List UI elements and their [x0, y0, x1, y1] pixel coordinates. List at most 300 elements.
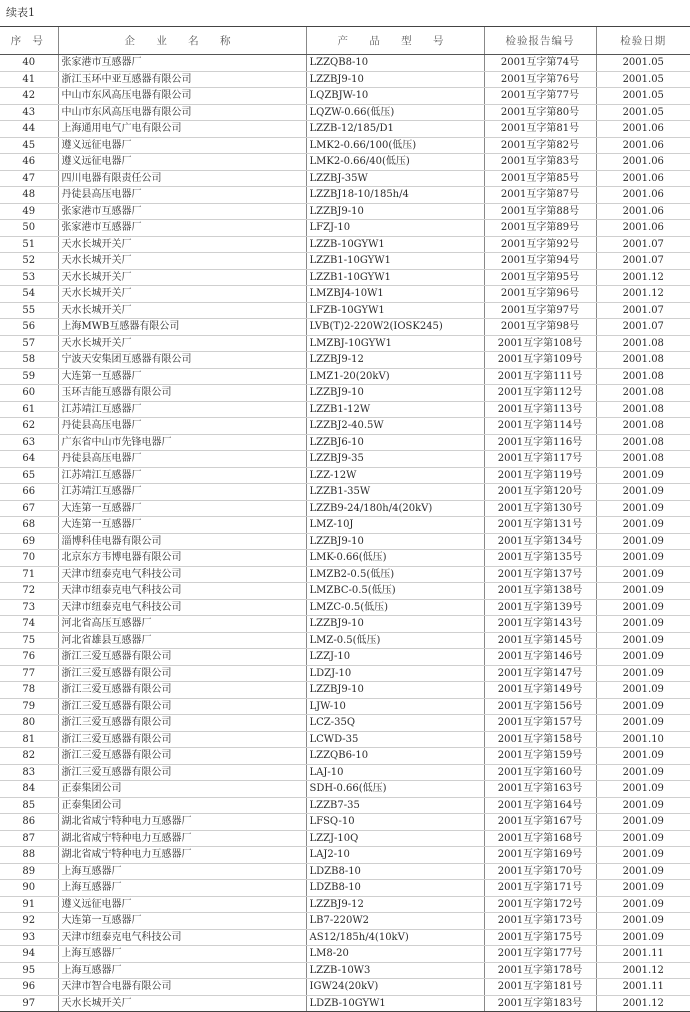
- table-row: [0, 187, 690, 204]
- company-name: 上海通用电气广电有限公司: [58, 121, 306, 138]
- row-index: 81: [0, 731, 58, 748]
- table-row: [0, 731, 690, 748]
- report-number: 2001互字第98号: [484, 319, 596, 336]
- product-model: LZZQB8-10: [306, 55, 484, 72]
- product-model: LZZBJ9-35: [306, 451, 484, 468]
- product-model: LZZB1-10GYW1: [306, 253, 484, 270]
- inspection-date: 2001.08: [596, 434, 690, 451]
- table-row: [0, 484, 690, 501]
- row-index: 44: [0, 121, 58, 138]
- report-number: 2001互字第94号: [484, 253, 596, 270]
- product-model: LMZB2-0.5(低压): [306, 566, 484, 583]
- company-name: 浙江三爱互感器有限公司: [58, 649, 306, 666]
- row-index: 63: [0, 434, 58, 451]
- inspection-date: 2001.09: [596, 847, 690, 864]
- product-model: LMZC-0.5(低压): [306, 599, 484, 616]
- report-number: 2001互字第147号: [484, 665, 596, 682]
- row-index: 42: [0, 88, 58, 105]
- product-model: LZZBJ9-10: [306, 682, 484, 699]
- inspection-date: 2001.07: [596, 302, 690, 319]
- inspection-date: 2001.07: [596, 253, 690, 270]
- product-model: LZZBJ6-10: [306, 434, 484, 451]
- row-index: 47: [0, 170, 58, 187]
- product-model: LAJ-10: [306, 764, 484, 781]
- table-row: [0, 880, 690, 897]
- product-model: LMZBC-0.5(低压): [306, 583, 484, 600]
- product-model: LZZB-10W3: [306, 962, 484, 979]
- table-row: [0, 88, 690, 105]
- report-number: 2001互字第76号: [484, 71, 596, 88]
- table-row: [0, 253, 690, 270]
- inspection-date: 2001.09: [596, 533, 690, 550]
- report-number: 2001互字第146号: [484, 649, 596, 666]
- report-number: 2001互字第175号: [484, 929, 596, 946]
- report-number: 2001互字第149号: [484, 682, 596, 699]
- table-row: [0, 715, 690, 732]
- inspection-date: 2001.09: [596, 715, 690, 732]
- row-index: 97: [0, 995, 58, 1012]
- product-model: SDH-0.66(低压): [306, 781, 484, 798]
- report-number: 2001互字第131号: [484, 517, 596, 534]
- report-number: 2001互字第130号: [484, 500, 596, 517]
- row-index: 48: [0, 187, 58, 204]
- product-model: LZZBJ18-10/185h/4: [306, 187, 484, 204]
- row-index: 73: [0, 599, 58, 616]
- company-name: 浙江三爱互感器有限公司: [58, 682, 306, 699]
- product-model: LFSQ-10: [306, 814, 484, 831]
- inspection-date: 2001.08: [596, 401, 690, 418]
- table-row: [0, 517, 690, 534]
- inspection-date: 2001.09: [596, 880, 690, 897]
- row-index: 41: [0, 71, 58, 88]
- company-name: 丹徒县高压电器厂: [58, 418, 306, 435]
- report-number: 2001互字第109号: [484, 352, 596, 369]
- inspection-date: 2001.08: [596, 451, 690, 468]
- company-name: 大连第一互感器厂: [58, 517, 306, 534]
- company-name: 天津市纽泰克电气科技公司: [58, 583, 306, 600]
- inspection-date: 2001.06: [596, 137, 690, 154]
- company-name: 天水长城开关厂: [58, 236, 306, 253]
- table-row: [0, 385, 690, 402]
- table-row: [0, 946, 690, 963]
- table-row: [0, 962, 690, 979]
- product-model: LZZ-12W: [306, 467, 484, 484]
- table-row: [0, 121, 690, 138]
- company-name: 上海互感器厂: [58, 946, 306, 963]
- company-name: 江苏靖江互感器厂: [58, 401, 306, 418]
- table-row: [0, 137, 690, 154]
- inspection-date: 2001.09: [596, 913, 690, 930]
- company-name: 浙江三爱互感器有限公司: [58, 764, 306, 781]
- product-model: LM8-20: [306, 946, 484, 963]
- product-model: LZZBJ9-12: [306, 896, 484, 913]
- product-model: LQZW-0.66(低压): [306, 104, 484, 121]
- report-number: 2001互字第96号: [484, 286, 596, 303]
- report-number: 2001互字第177号: [484, 946, 596, 963]
- product-model: LZZQB6-10: [306, 748, 484, 765]
- inspection-date: 2001.09: [596, 682, 690, 699]
- company-name: 浙江三爱互感器有限公司: [58, 748, 306, 765]
- report-number: 2001互字第97号: [484, 302, 596, 319]
- company-name: 宁波天安集团互感器有限公司: [58, 352, 306, 369]
- report-number: 2001互字第92号: [484, 236, 596, 253]
- company-name: 江苏靖江互感器厂: [58, 467, 306, 484]
- report-number: 2001互字第168号: [484, 830, 596, 847]
- row-index: 74: [0, 616, 58, 633]
- product-model: LAJ2-10: [306, 847, 484, 864]
- report-number: 2001互字第112号: [484, 385, 596, 402]
- product-model: LZZBJ9-10: [306, 385, 484, 402]
- table-row: [0, 649, 690, 666]
- report-number: 2001互字第134号: [484, 533, 596, 550]
- inspection-date: 2001.05: [596, 104, 690, 121]
- inspection-date: 2001.09: [596, 484, 690, 501]
- row-index: 69: [0, 533, 58, 550]
- row-index: 75: [0, 632, 58, 649]
- report-number: 2001互字第164号: [484, 797, 596, 814]
- inspection-date: 2001.09: [596, 583, 690, 600]
- inspection-date: 2001.09: [596, 698, 690, 715]
- inspection-table: [0, 26, 690, 1012]
- row-index: 62: [0, 418, 58, 435]
- inspection-date: 2001.05: [596, 71, 690, 88]
- report-number: 2001互字第172号: [484, 896, 596, 913]
- company-name: 天津市纽泰克电气科技公司: [58, 929, 306, 946]
- product-model: LZZB1-35W: [306, 484, 484, 501]
- table-row: [0, 550, 690, 567]
- row-index: 92: [0, 913, 58, 930]
- report-number: 2001互字第74号: [484, 55, 596, 72]
- table-row: [0, 335, 690, 352]
- product-model: LQZBJW-10: [306, 88, 484, 105]
- product-model: LMZ-0.5(低压): [306, 632, 484, 649]
- inspection-date: 2001.06: [596, 203, 690, 220]
- company-name: 北京东方韦博电器有限公司: [58, 550, 306, 567]
- table-row: [0, 203, 690, 220]
- company-name: 湖北省咸宁特种电力互感器厂: [58, 814, 306, 831]
- product-model: LVB(T)2-220W2(IOSK245): [306, 319, 484, 336]
- company-name: 张家港市互感器厂: [58, 220, 306, 237]
- row-index: 46: [0, 154, 58, 171]
- product-model: LZZBJ9-10: [306, 533, 484, 550]
- company-name: 浙江三爱互感器有限公司: [58, 715, 306, 732]
- product-model: LMZ1-20(20kV): [306, 368, 484, 385]
- inspection-date: 2001.10: [596, 731, 690, 748]
- row-index: 83: [0, 764, 58, 781]
- row-index: 52: [0, 253, 58, 270]
- table-row: [0, 698, 690, 715]
- product-model: LDZB8-10: [306, 863, 484, 880]
- row-index: 84: [0, 781, 58, 798]
- report-number: 2001互字第82号: [484, 137, 596, 154]
- report-number: 2001互字第116号: [484, 434, 596, 451]
- report-number: 2001互字第159号: [484, 748, 596, 765]
- company-name: 正泰集团公司: [58, 781, 306, 798]
- row-index: 58: [0, 352, 58, 369]
- inspection-date: 2001.08: [596, 385, 690, 402]
- product-model: LB7-220W2: [306, 913, 484, 930]
- product-model: LZZB-10GYW1: [306, 236, 484, 253]
- company-name: 天津市纽泰克电气科技公司: [58, 599, 306, 616]
- inspection-date: 2001.09: [596, 500, 690, 517]
- company-name: 浙江三爱互感器有限公司: [58, 665, 306, 682]
- inspection-date: 2001.09: [596, 814, 690, 831]
- report-number: 2001互字第139号: [484, 599, 596, 616]
- product-model: LMZBJ-10GYW1: [306, 335, 484, 352]
- inspection-date: 2001.12: [596, 962, 690, 979]
- company-name: 大连第一互感器厂: [58, 913, 306, 930]
- report-number: 2001互字第145号: [484, 632, 596, 649]
- report-number: 2001互字第170号: [484, 863, 596, 880]
- report-number: 2001互字第157号: [484, 715, 596, 732]
- table-header-row: [0, 27, 690, 55]
- report-number: 2001互字第120号: [484, 484, 596, 501]
- inspection-date: 2001.11: [596, 946, 690, 963]
- report-number: 2001互字第88号: [484, 203, 596, 220]
- inspection-date: 2001.09: [596, 616, 690, 633]
- col-header-company: 企 业 名 称: [58, 27, 306, 55]
- table-row: [0, 665, 690, 682]
- row-index: 45: [0, 137, 58, 154]
- row-index: 96: [0, 979, 58, 996]
- table-row: [0, 467, 690, 484]
- inspection-date: 2001.11: [596, 979, 690, 996]
- report-number: 2001互字第158号: [484, 731, 596, 748]
- report-number: 2001互字第169号: [484, 847, 596, 864]
- product-model: LDZB8-10: [306, 880, 484, 897]
- table-row: [0, 352, 690, 369]
- report-number: 2001互字第117号: [484, 451, 596, 468]
- product-model: LZZJ-10Q: [306, 830, 484, 847]
- inspection-date: 2001.09: [596, 550, 690, 567]
- report-number: 2001互字第138号: [484, 583, 596, 600]
- report-number: 2001互字第171号: [484, 880, 596, 897]
- product-model: LMZBJ4-10W1: [306, 286, 484, 303]
- inspection-date: 2001.06: [596, 170, 690, 187]
- report-number: 2001互字第167号: [484, 814, 596, 831]
- product-model: LZZJ-10: [306, 649, 484, 666]
- report-number: 2001互字第119号: [484, 467, 596, 484]
- table-row: [0, 104, 690, 121]
- report-number: 2001互字第89号: [484, 220, 596, 237]
- row-index: 49: [0, 203, 58, 220]
- inspection-date: 2001.05: [596, 55, 690, 72]
- inspection-date: 2001.09: [596, 632, 690, 649]
- row-index: 40: [0, 55, 58, 72]
- row-index: 64: [0, 451, 58, 468]
- company-name: 遵义远征电器厂: [58, 154, 306, 171]
- report-number: 2001互字第108号: [484, 335, 596, 352]
- table-row: [0, 269, 690, 286]
- report-number: 2001互字第135号: [484, 550, 596, 567]
- row-index: 59: [0, 368, 58, 385]
- product-model: LCWD-35: [306, 731, 484, 748]
- company-name: 四川电器有限责任公司: [58, 170, 306, 187]
- product-model: AS12/185h/4(10kV): [306, 929, 484, 946]
- company-name: 广东省中山市先锋电器厂: [58, 434, 306, 451]
- company-name: 天水长城开关厂: [58, 995, 306, 1012]
- table-row: [0, 599, 690, 616]
- company-name: 天水长城开关厂: [58, 286, 306, 303]
- row-index: 93: [0, 929, 58, 946]
- product-model: LMK-0.66(低压): [306, 550, 484, 567]
- report-number: 2001互字第80号: [484, 104, 596, 121]
- company-name: 大连第一互感器厂: [58, 368, 306, 385]
- row-index: 60: [0, 385, 58, 402]
- table-row: [0, 500, 690, 517]
- row-index: 91: [0, 896, 58, 913]
- product-model: LZZB7-35: [306, 797, 484, 814]
- row-index: 70: [0, 550, 58, 567]
- product-model: LZZBJ-35W: [306, 170, 484, 187]
- table-row: [0, 830, 690, 847]
- row-index: 79: [0, 698, 58, 715]
- inspection-date: 2001.07: [596, 319, 690, 336]
- company-name: 湖北省咸宁特种电力互感器厂: [58, 847, 306, 864]
- col-header-date: 检验日期: [596, 27, 690, 55]
- inspection-date: 2001.08: [596, 335, 690, 352]
- product-model: LMK2-0.66/100(低压): [306, 137, 484, 154]
- company-name: 天津市纽泰克电气科技公司: [58, 566, 306, 583]
- inspection-date: 2001.09: [596, 896, 690, 913]
- row-index: 71: [0, 566, 58, 583]
- product-model: IGW24(20kV): [306, 979, 484, 996]
- row-index: 87: [0, 830, 58, 847]
- table-row: [0, 913, 690, 930]
- row-index: 68: [0, 517, 58, 534]
- table-row: [0, 583, 690, 600]
- table-row: [0, 797, 690, 814]
- company-name: 遵义远征电器厂: [58, 137, 306, 154]
- table-row: [0, 302, 690, 319]
- product-model: LZZBJ9-12: [306, 352, 484, 369]
- table-row: [0, 929, 690, 946]
- company-name: 正泰集团公司: [58, 797, 306, 814]
- report-number: 2001互字第160号: [484, 764, 596, 781]
- inspection-date: 2001.09: [596, 764, 690, 781]
- report-number: 2001互字第137号: [484, 566, 596, 583]
- inspection-date: 2001.06: [596, 154, 690, 171]
- product-model: LZZBJ9-10: [306, 203, 484, 220]
- inspection-date: 2001.06: [596, 220, 690, 237]
- company-name: 遵义远征电器厂: [58, 896, 306, 913]
- report-number: 2001互字第77号: [484, 88, 596, 105]
- inspection-date: 2001.09: [596, 566, 690, 583]
- inspection-date: 2001.05: [596, 88, 690, 105]
- inspection-date: 2001.09: [596, 467, 690, 484]
- report-number: 2001互字第85号: [484, 170, 596, 187]
- inspection-date: 2001.12: [596, 269, 690, 286]
- report-number: 2001互字第111号: [484, 368, 596, 385]
- report-number: 2001互字第173号: [484, 913, 596, 930]
- row-index: 53: [0, 269, 58, 286]
- table-row: [0, 616, 690, 633]
- company-name: 浙江玉环中亚互感器有限公司: [58, 71, 306, 88]
- table-row: [0, 814, 690, 831]
- table-row: [0, 533, 690, 550]
- table-caption: 续表1: [6, 6, 35, 19]
- inspection-date: 2001.09: [596, 748, 690, 765]
- row-index: 61: [0, 401, 58, 418]
- table-row: [0, 995, 690, 1012]
- row-index: 55: [0, 302, 58, 319]
- inspection-date: 2001.09: [596, 649, 690, 666]
- product-model: LZZBJ9-10: [306, 71, 484, 88]
- table-row: [0, 71, 690, 88]
- report-number: 2001互字第87号: [484, 187, 596, 204]
- product-model: LDZJ-10: [306, 665, 484, 682]
- row-index: 77: [0, 665, 58, 682]
- inspection-date: 2001.09: [596, 830, 690, 847]
- table-row: [0, 368, 690, 385]
- company-name: 上海互感器厂: [58, 863, 306, 880]
- company-name: 淄博科佳电器有限公司: [58, 533, 306, 550]
- inspection-date: 2001.09: [596, 599, 690, 616]
- table-row: [0, 434, 690, 451]
- row-index: 67: [0, 500, 58, 517]
- table-row: [0, 781, 690, 798]
- company-name: 河北省雄县互感器厂: [58, 632, 306, 649]
- table-row: [0, 154, 690, 171]
- report-number: 2001互字第178号: [484, 962, 596, 979]
- table-row: [0, 170, 690, 187]
- inspection-date: 2001.07: [596, 236, 690, 253]
- product-model: LJW-10: [306, 698, 484, 715]
- product-model: LMZ-10J: [306, 517, 484, 534]
- company-name: 中山市东风高压电器有限公司: [58, 88, 306, 105]
- table-row: [0, 236, 690, 253]
- inspection-date: 2001.08: [596, 418, 690, 435]
- report-number: 2001互字第95号: [484, 269, 596, 286]
- row-index: 51: [0, 236, 58, 253]
- product-model: LFZB-10GYW1: [306, 302, 484, 319]
- company-name: 上海MWB互感器有限公司: [58, 319, 306, 336]
- product-model: LZZBJ9-10: [306, 616, 484, 633]
- product-model: LFZJ-10: [306, 220, 484, 237]
- row-index: 56: [0, 319, 58, 336]
- row-index: 50: [0, 220, 58, 237]
- company-name: 丹徒县高压电器厂: [58, 187, 306, 204]
- row-index: 94: [0, 946, 58, 963]
- product-model: LDZB-10GYW1: [306, 995, 484, 1012]
- table-row: [0, 682, 690, 699]
- table-body: [0, 55, 690, 1012]
- product-model: LZZB1-12W: [306, 401, 484, 418]
- table-row: [0, 220, 690, 237]
- table-row: [0, 979, 690, 996]
- inspection-date: 2001.09: [596, 517, 690, 534]
- product-model: LZZB-12/185/D1: [306, 121, 484, 138]
- col-header-report-no: 检验报告编号: [484, 27, 596, 55]
- table-row: [0, 451, 690, 468]
- row-index: 88: [0, 847, 58, 864]
- product-model: LZZB1-10GYW1: [306, 269, 484, 286]
- report-number: 2001互字第114号: [484, 418, 596, 435]
- inspection-date: 2001.06: [596, 121, 690, 138]
- row-index: 89: [0, 863, 58, 880]
- company-name: 上海互感器厂: [58, 962, 306, 979]
- row-index: 80: [0, 715, 58, 732]
- table-row: [0, 847, 690, 864]
- col-header-index: 序 号: [0, 27, 58, 55]
- table-row: [0, 566, 690, 583]
- row-index: 43: [0, 104, 58, 121]
- row-index: 66: [0, 484, 58, 501]
- company-name: 大连第一互感器厂: [58, 500, 306, 517]
- inspection-date: 2001.12: [596, 286, 690, 303]
- company-name: 上海互感器厂: [58, 880, 306, 897]
- company-name: 中山市东风高压电器有限公司: [58, 104, 306, 121]
